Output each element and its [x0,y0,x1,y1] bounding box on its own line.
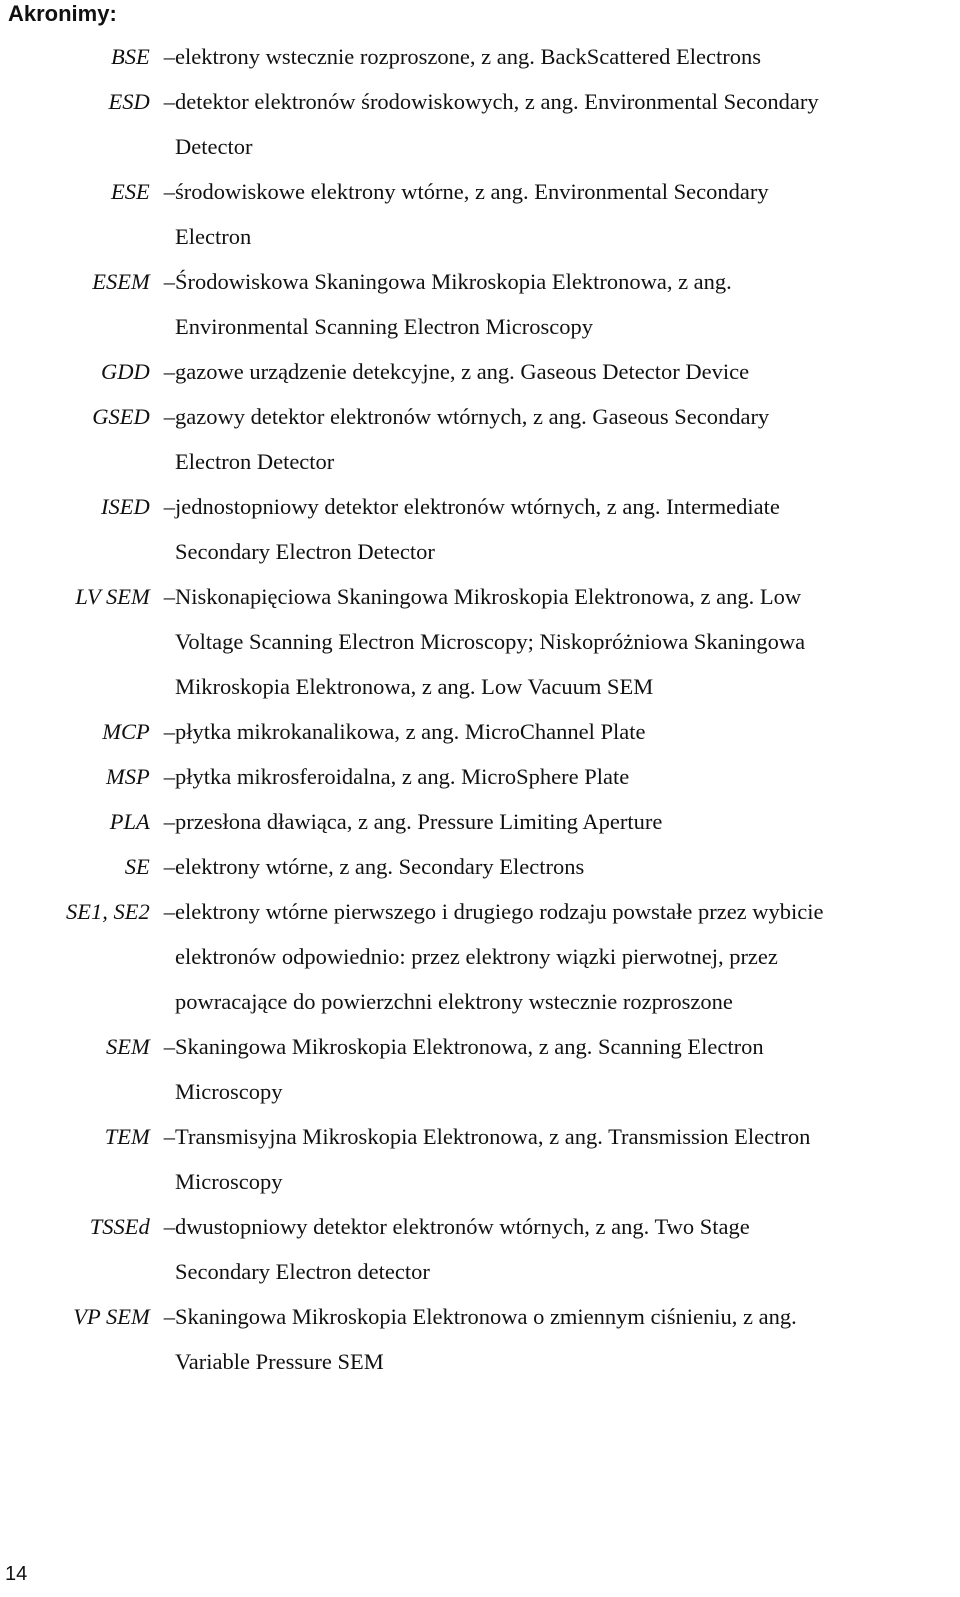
acronym-entry-sem [0,1024,960,1114]
dash-separator: – [163,1214,175,1239]
acronym-entry-gsed [0,394,960,484]
acronym-entry-vp-sem [0,1294,960,1384]
acronym-entry-ised [0,484,960,574]
acronym-abbr: BSE [111,44,150,69]
acronym-description: płytka mikrokanalikowa, z ang. MicroChannel Plate [175,719,646,744]
acronym-description: Skaningowa Mikroskopia Elektronowa o zmiennym ciśnieniu, z ang. Variable Pressure SEM [175,1304,797,1374]
acronym-entry-esem [0,259,960,349]
acronym-abbr: ESD [108,89,150,114]
acronym-description: środowiskowe elektrony wtórne, z ang. Environmental Secondary Electron [175,179,769,249]
acronym-abbr: SE [124,854,150,879]
acronym-abbr: LV SEM [75,584,150,609]
acronym-description: Skaningowa Mikroskopia Elektronowa, z ang. Scanning Electron Microscopy [175,1034,764,1104]
acronym-list [0,34,960,1384]
acronym-description: gazowy detektor elektronów wtórnych, z ang. Gaseous Secondary Electron Detector [175,404,770,474]
dash-separator: – [163,1034,175,1059]
acronym-entry-bse [0,34,960,79]
dash-separator: – [163,764,175,789]
acronym-abbr: GSED [92,404,150,429]
acronym-abbr: ISED [101,494,150,519]
acronym-entry-esd [0,79,960,169]
acronym-entry-mcp [0,709,960,754]
acronym-entry-lv-sem [0,574,960,709]
acronym-description: elektrony wtórne pierwszego i drugiego rodzaju powstałe przez wybicie elektronów odpowiednio: przez elektrony wiązki pierwotnej, przez powracające do powierzchni elektrony wstecznie rozproszone [175,899,824,1014]
dash-separator: – [163,584,175,609]
acronym-entry-tem [0,1114,960,1204]
acronym-abbr: GDD [101,359,150,384]
acronym-entry-pla [0,799,960,844]
dash-separator: – [163,89,175,114]
dash-separator: – [163,179,175,204]
dash-separator: – [163,809,175,834]
acronym-description: Niskonapięciowa Skaningowa Mikroskopia Elektronowa, z ang. Low Voltage Scanning Electron Microscopy; Niskopróżniowa Skaningowa Mikroskopia Elektronowa, z ang. Low Vacuum SEM [175,584,806,699]
dash-separator: – [163,269,175,294]
acronym-description: elektrony wstecznie rozproszone, z ang. BackScattered Electrons [175,44,761,69]
acronym-abbr: MSP [106,764,150,789]
dash-separator: – [163,899,175,924]
acronym-description: płytka mikrosferoidalna, z ang. MicroSphere Plate [175,764,630,789]
acronym-abbr: PLA [109,809,150,834]
acronym-abbr: SE1, SE2 [66,899,150,924]
page-number: 14 [5,1563,28,1585]
acronym-description: przesłona dławiąca, z ang. Pressure Limiting Aperture [175,809,663,834]
acronym-abbr: MCP [102,719,150,744]
acronym-abbr: TEM [104,1124,150,1149]
acronym-entry-se1-se2 [0,889,960,1024]
acronym-description: Transmisyjna Mikroskopia Elektronowa, z ang. Transmission Electron Microscopy [175,1124,811,1194]
acronym-entry-ese [0,169,960,259]
acronym-abbr: ESEM [92,269,150,294]
acronym-entry-tssed [0,1204,960,1294]
dash-separator: – [163,44,175,69]
dash-separator: – [163,1304,175,1329]
dash-separator: – [163,854,175,879]
dash-separator: – [163,404,175,429]
acronym-description: jednostopniowy detektor elektronów wtórnych, z ang. Intermediate Secondary Electron Detector [175,494,780,564]
acronym-abbr: ESE [111,179,150,204]
page-heading: Akronimy: [8,1,117,26]
dash-separator: – [163,494,175,519]
acronym-entry-se [0,844,960,889]
acronym-description: gazowe urządzenie detekcyjne, z ang. Gaseous Detector Device [175,359,750,384]
acronym-abbr: VP SEM [73,1304,150,1329]
acronym-abbr: SEM [106,1034,150,1059]
acronym-description: detektor elektronów środowiskowych, z ang. Environmental Secondary Detector [175,89,819,159]
dash-separator: – [163,719,175,744]
acronym-description: elektrony wtórne, z ang. Secondary Electrons [175,854,585,879]
acronym-entry-msp [0,754,960,799]
acronym-abbr: TSSEd [89,1214,150,1239]
acronym-description: dwustopniowy detektor elektronów wtórnych, z ang. Two Stage Secondary Electron detector [175,1214,750,1284]
acronym-description: Środowiskowa Skaningowa Mikroskopia Elektronowa, z ang. Environmental Scanning Electron Microscopy [175,269,732,339]
dash-separator: – [163,1124,175,1149]
dash-separator: – [163,359,175,384]
acronym-entry-gdd [0,349,960,394]
